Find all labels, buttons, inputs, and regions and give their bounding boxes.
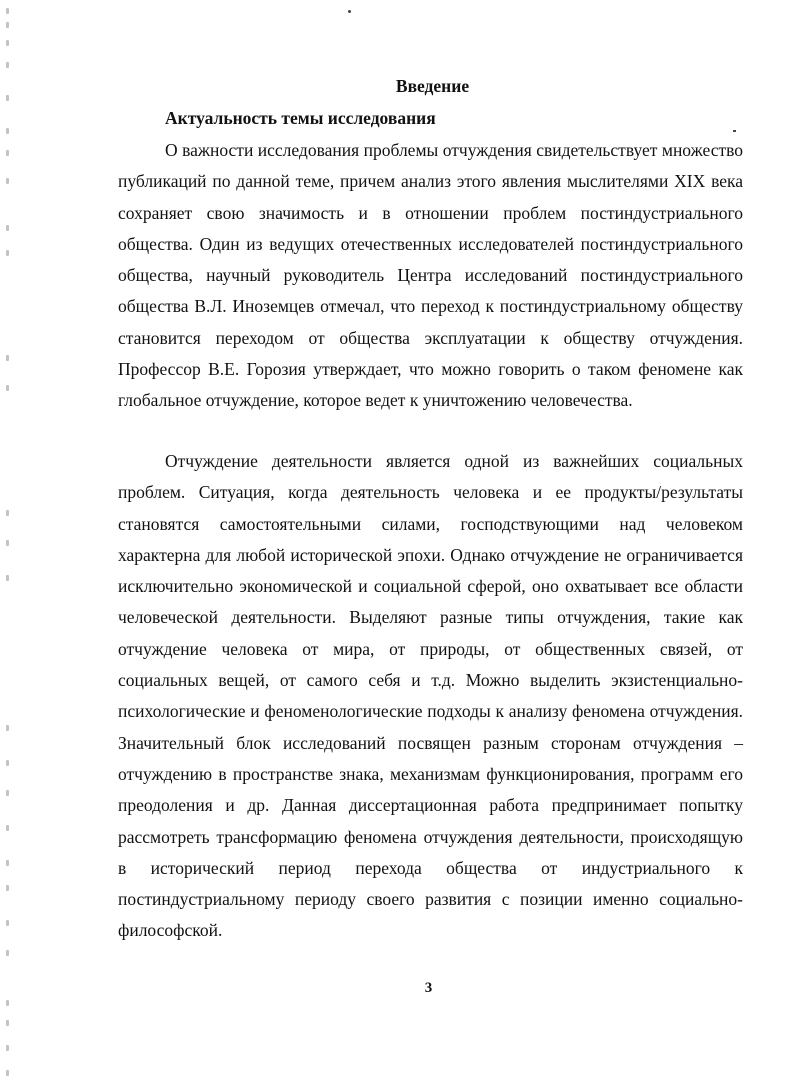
page-number: 3 bbox=[424, 980, 433, 996]
scan-dot bbox=[348, 10, 351, 13]
scan-mark bbox=[733, 130, 736, 132]
paragraph-1: О важности исследования проблемы отчуждения свидетельствует множество публикаций по данной теме, причем анализ этого явления мыслителями XIX века сохраняет свою значимость и в отношении проблем постиндустриального общества. Один из ведущих отечественных исследователей постиндустриального общества, научный руководитель Центра исследований постиндустриального общества В.Л. Иноземцев отмечал, что переход к постиндустриальному обществу становится переходом от общества эксплуатации к обществу отчуждения. Профессор В.Е. Горозия утверждает, что можно говорить о таком феномене как глобальное отчуждение, которое ведет к уничтожению человечества. bbox=[118, 140, 743, 411]
subsection-heading: Актуальность темы исследования bbox=[165, 108, 436, 128]
scan-edge-artifacts bbox=[0, 0, 30, 1088]
paragraph-2: Отчуждение деятельности является одной из важнейших социальных проблем. Ситуация, когда деятельность человека и ее продукты/результаты становятся самостоятельными силами, господствующими над человеком характерна для любой исторической эпохи. Однако отчуждение не ограничивается исключительно экономической и социальной сферой, оно охватывает все области человеческой деятельности. Выделяют разные типы отчуждения, такие как отчуждение человека от мира, от природы, от общественных связей, от социальных вещей, от самого себя и т.д. Можно выделить экзистенциально-психологические и феноменологические подходы к анализу феномена отчуждения. Значительный блок исследований посвящен разным сторонам отчуждения – отчуждению в пространстве знака, механизмам функционирования, программ его преодоления и др. Данная диссертационная работа предпринимает попытку рассмотреть трансформацию феномена отчуждения деятельности, происходящую в исторический период перехода общества от индустриального к постиндустриальному периоду своего развития с позиции именно социально-философской. bbox=[118, 451, 743, 941]
section-heading: Введение bbox=[395, 76, 470, 96]
